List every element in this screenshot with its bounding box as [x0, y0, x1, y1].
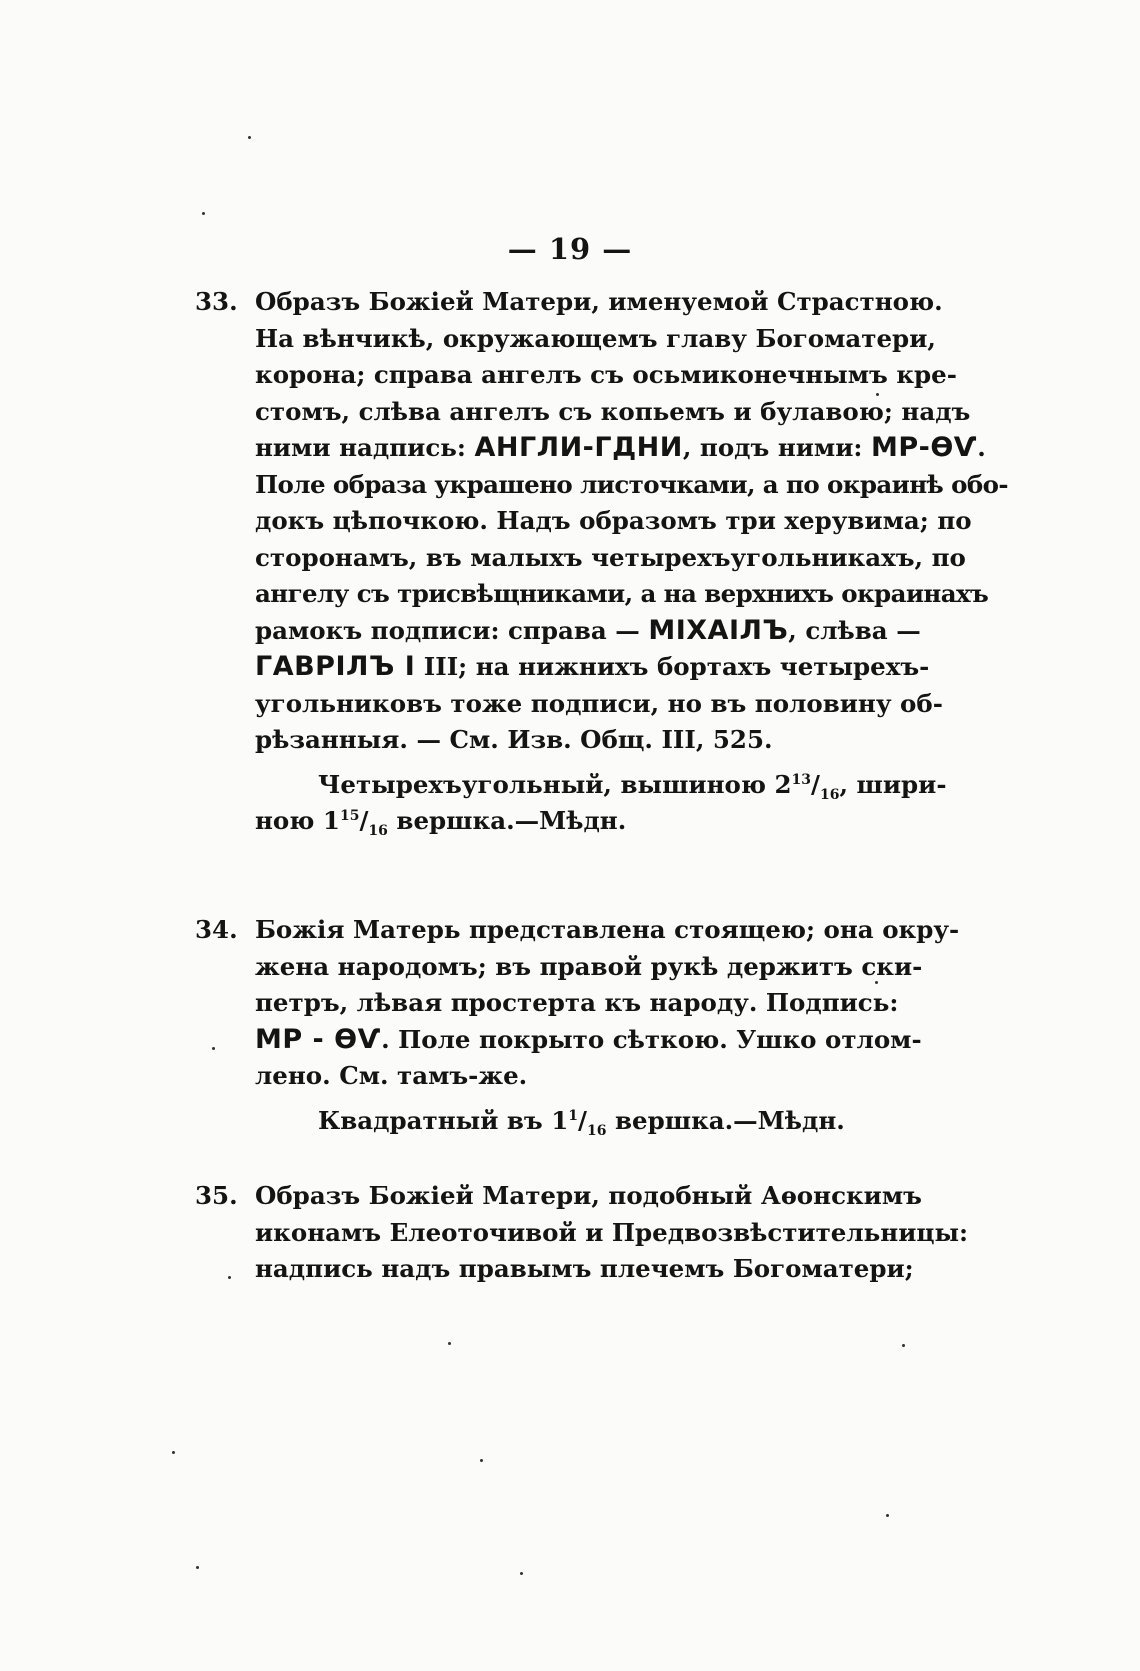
- print-speck: [875, 981, 878, 984]
- fraction-denominator: 16: [587, 1122, 607, 1139]
- text-fragment: III; на нижнихъ бортахъ четырехъ-: [415, 652, 930, 681]
- text-line: Образъ Божіей Матери, подобный Аѳонскимъ: [255, 1181, 922, 1210]
- text-line: [255, 613, 921, 650]
- print-speck: [248, 136, 251, 139]
- text-line: ангелу съ трисвѣщниками, а на верхнихъ окраинахъ: [255, 579, 989, 608]
- text-line: иконамъ Елеоточивой и Предвозвѣстительницы:: [255, 1217, 969, 1247]
- print-speck: [228, 1276, 231, 1279]
- dimensions-line: ною $1^{15}/_{16}$ вершка.—Мѣдн.: [255, 806, 627, 839]
- text-line: стомъ, слѣва ангелъ съ копьемъ и булавою; надъ: [255, 396, 971, 426]
- print-speck: [202, 212, 205, 215]
- slavonic-inscription: МІХАІЛЪ: [648, 614, 789, 646]
- print-speck: [196, 1566, 199, 1569]
- entry-35: [195, 1178, 969, 1288]
- text-fragment: , слѣва —: [788, 615, 921, 645]
- print-speck: [520, 1572, 523, 1575]
- print-speck: [172, 1451, 175, 1454]
- text-line: На вѣнчикѣ, окружающемъ главу Богоматери,: [255, 323, 936, 353]
- text-fragment: Квадратный въ 1: [318, 1105, 569, 1135]
- text-fragment: . Поле покрыто сѣткою. Ушко отлом-: [381, 1024, 922, 1054]
- text-line: лено. См. тамъ-же.: [255, 1061, 528, 1090]
- print-speck: [876, 393, 879, 396]
- text-line: рѣзанныя. — См. Изв. Общ. III, 525.: [255, 725, 773, 754]
- page-number: — 19 —: [507, 232, 633, 266]
- dimensions-line: Четырехъугольный, вышиною $2^{13}/_{16}$, шири-: [318, 769, 947, 803]
- print-speck: [448, 1342, 451, 1345]
- text-line: угольниковъ тоже подписи, но въ половину об-: [255, 688, 943, 718]
- entry-34: [195, 912, 960, 1139]
- entry-number: 34.: [195, 915, 238, 944]
- fraction-numerator: 1: [568, 1107, 579, 1124]
- text-line: Божія Матерь представлена стоящею; она окру-: [255, 915, 960, 944]
- entry-number: 35.: [195, 1181, 238, 1210]
- text-line: петръ, лѣвая простерта къ народу. Подпись:: [255, 988, 899, 1017]
- text-fragment: вершка.—Мѣдн.: [387, 806, 627, 835]
- text-line: Образъ Божіей Матери, именуемой Страстною.: [255, 287, 943, 316]
- text-line: надпись надъ правымъ плечемъ Богоматери;: [255, 1254, 914, 1283]
- print-speck: [212, 1047, 215, 1050]
- print-speck: [902, 1344, 905, 1347]
- text-line: сторонамъ, въ малыхъ четырехъугольникахъ, по: [255, 542, 966, 572]
- text-line: корона; справа ангелъ съ осьмиконечнымъ кре-: [255, 360, 957, 389]
- text-fragment: Четырехъугольный, вышиною 2: [318, 769, 792, 799]
- text-fragment: рамокъ подписи: справа —: [255, 615, 649, 645]
- print-speck: [886, 1514, 889, 1517]
- fraction-denominator: 16: [368, 822, 388, 839]
- text-fragment: .: [977, 433, 986, 462]
- text-line: жена народомъ; въ правой рукѣ держитъ ски-: [255, 951, 923, 981]
- text-fragment: ними надпись:: [255, 433, 475, 462]
- text-line: Поле образа украшено листочками, а по окраинѣ обо-: [255, 469, 1008, 499]
- slavonic-inscription: АНГЛИ-ГДНИ: [474, 432, 683, 463]
- text-line: [255, 1022, 922, 1059]
- text-fragment: вершка.—Мѣдн.: [606, 1105, 845, 1135]
- text-line: докъ цѣпочкою. Надъ образомъ три херувима; по: [255, 506, 972, 535]
- text-fragment: , шири-: [839, 769, 947, 799]
- fraction-numerator: 13: [791, 771, 812, 788]
- text-line: [255, 649, 930, 686]
- text-fragment: , подъ ними:: [682, 433, 871, 462]
- slavonic-inscription: МР - ѲѴ: [255, 1023, 382, 1055]
- entry-33: [195, 284, 1008, 840]
- slavonic-inscription: МР-ѲѴ: [870, 432, 978, 463]
- entry-number: 33.: [195, 287, 238, 316]
- dimensions-line: Квадратный въ $1^1/_{16}$ вершка.—Мѣдн.: [318, 1105, 845, 1139]
- text-fragment: ною 1: [255, 806, 340, 835]
- fraction-denominator: 16: [819, 786, 840, 803]
- fraction-numerator: 15: [339, 807, 360, 824]
- print-speck: [480, 1459, 483, 1462]
- slavonic-inscription: ГАВРІЛЪ І: [255, 651, 416, 682]
- text-line: [255, 430, 986, 467]
